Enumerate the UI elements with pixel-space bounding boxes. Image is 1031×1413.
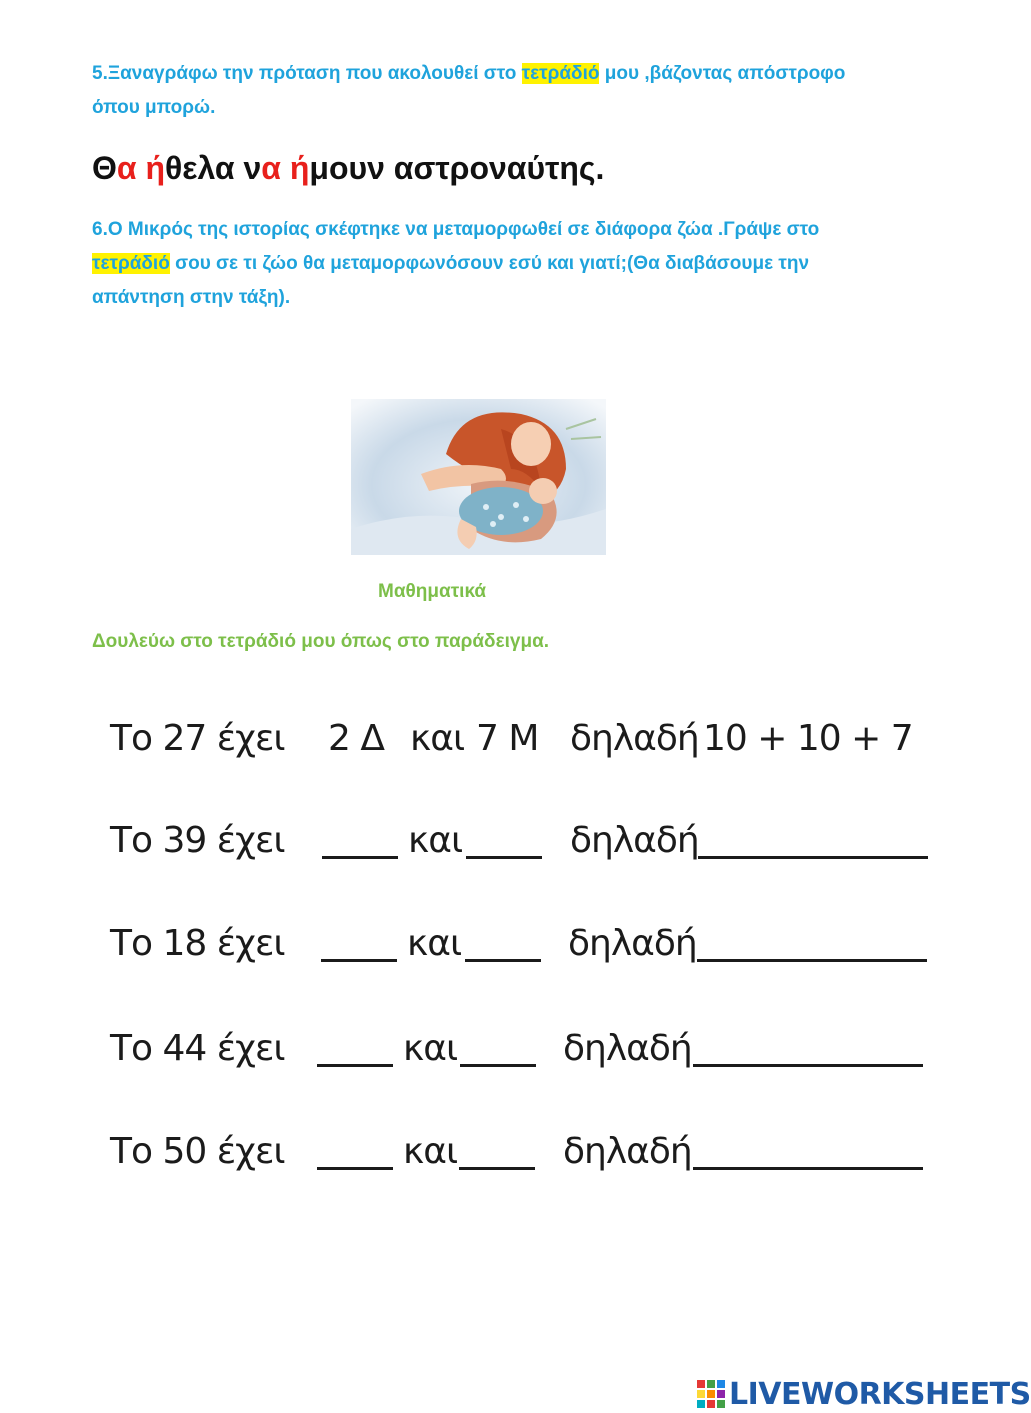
illustration-image: [351, 399, 606, 555]
sum-answer-blank[interactable]: [697, 959, 927, 962]
exercise-meaning: δηλαδή: [563, 1028, 692, 1069]
exercise-and: και: [403, 1131, 458, 1172]
tens-answer-blank[interactable]: [322, 856, 398, 859]
question-5: [92, 57, 952, 125]
question-6-line-1: 6.Ο Μικρός της ιστορίας σκέφτηκε να μεταμορφωθεί σε διάφορα ζώα .Γράψε στο: [92, 219, 820, 240]
liveworksheets-logo[interactable]: [697, 1376, 1031, 1412]
exercise-meaning: δηλαδή: [570, 820, 699, 861]
question-6-line-2: τετράδιό σου σε τι ζώο θα μεταμορφωνόσουν εσύ και γιατί;(Θα διαβάσουμε την: [92, 253, 810, 274]
illustration-mother-baby: [351, 399, 606, 555]
exercise-lead: Το 39 έχει: [110, 820, 285, 861]
tens-answer-blank[interactable]: [321, 959, 397, 962]
units-answer-blank[interactable]: [460, 1064, 536, 1067]
example-units: 7 Μ: [476, 718, 539, 759]
question-6: [92, 213, 972, 315]
highlight-notebook: τετράδιό: [521, 63, 600, 84]
logo-text: LIVEWORKSHEETS: [729, 1376, 1031, 1412]
tens-answer-blank[interactable]: [317, 1167, 393, 1170]
sum-answer-blank[interactable]: [693, 1064, 923, 1067]
example-sum: 10 + 10 + 7: [703, 718, 913, 759]
units-answer-blank[interactable]: [465, 959, 541, 962]
highlight-notebook: τετράδιό: [92, 253, 170, 274]
units-answer-blank[interactable]: [459, 1167, 535, 1170]
exercise-lead: Το 50 έχει: [110, 1131, 285, 1172]
math-title: Μαθηματικά: [378, 581, 487, 602]
tens-answer-blank[interactable]: [317, 1064, 393, 1067]
example-sentence: Θα ήθελα να ήμουν αστροναύτης.: [92, 150, 605, 186]
sum-answer-blank[interactable]: [698, 856, 928, 859]
exercise-meaning: δηλαδή: [568, 923, 697, 964]
example-lead: Το 27 έχει: [110, 718, 285, 759]
exercise-lead: Το 18 έχει: [110, 923, 285, 964]
question-6-line-3: απάντηση στην τάξη).: [92, 287, 291, 308]
logo-grid-icon: [697, 1380, 725, 1408]
exercise-lead: Το 44 έχει: [110, 1028, 285, 1069]
example-tens: 2 Δ: [328, 718, 384, 759]
exercise-meaning: δηλαδή: [563, 1131, 692, 1172]
units-answer-blank[interactable]: [466, 856, 542, 859]
math-instruction: Δουλεύω στο τετράδιό μου όπως στο παράδειγμα.: [92, 631, 550, 652]
exercise-and: και: [408, 820, 463, 861]
sum-answer-blank[interactable]: [693, 1167, 923, 1170]
exercise-and: και: [403, 1028, 458, 1069]
question-5-line-1: 5.Ξαναγράφω την πρόταση που ακολουθεί στο τετράδιό μου ,βάζοντας απόστροφο: [92, 63, 846, 84]
question-5-line-2: όπου μπορώ.: [92, 97, 216, 118]
exercise-and: και: [407, 923, 462, 964]
example-meaning: δηλαδή: [570, 718, 699, 759]
example-and: και: [410, 718, 465, 759]
